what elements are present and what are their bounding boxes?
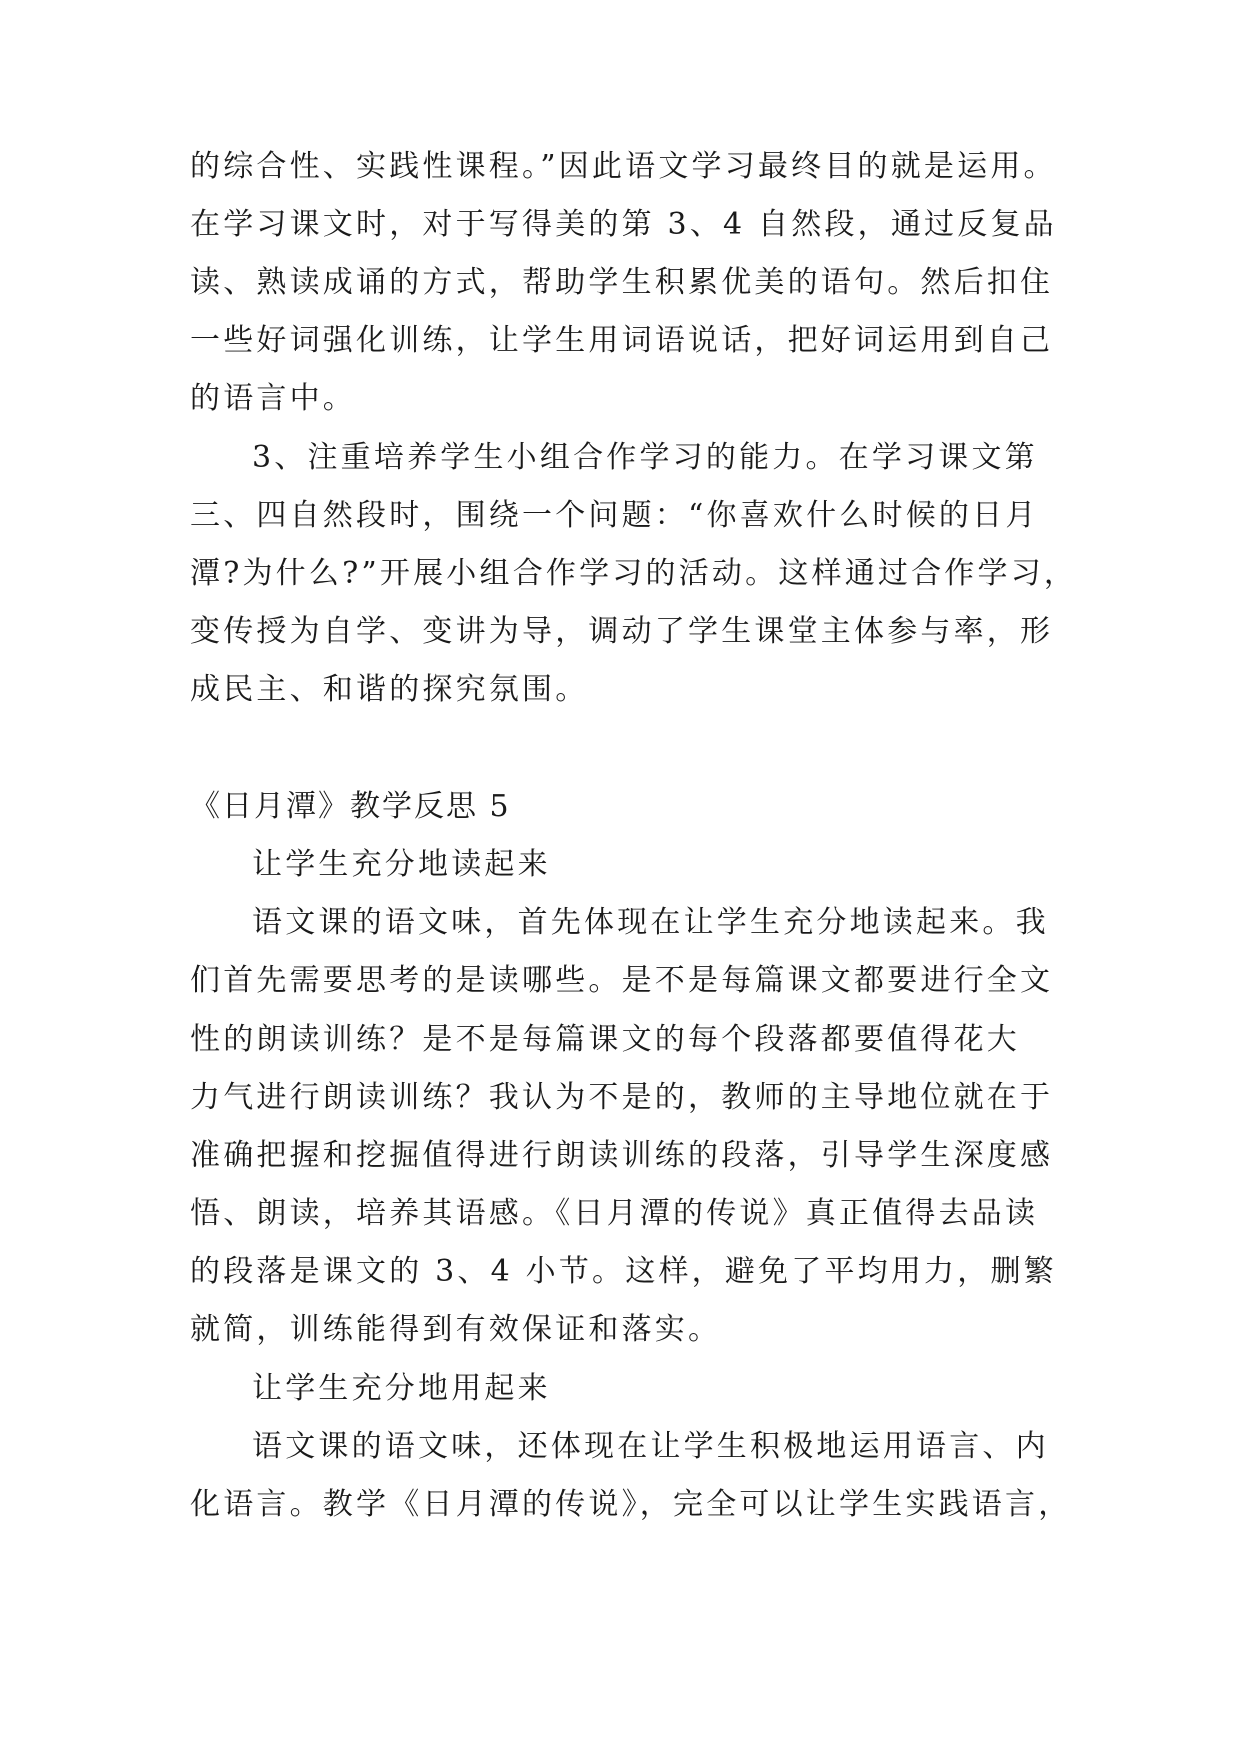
section-heading: 《日月潭》教学反思 5 (190, 789, 511, 824)
paragraph-line: 三、四自然段时，围绕一个问题：“你喜欢什么时候的日月 (190, 498, 1039, 533)
paragraph-line: 一些好词强化训练，让学生用词语说话，把好词运用到自己 (190, 323, 1054, 358)
paragraph-line: 们首先需要思考的是读哪些。是不是每篇课文都要进行全文 (190, 963, 1054, 998)
paragraph-line: 在学习课文时，对于写得美的第 3、4 自然段，通过反复品 (190, 207, 1057, 242)
paragraph-line: 的语言中。 (190, 381, 356, 416)
paragraph-line: 读、熟读成诵的方式，帮助学生积累优美的语句。然后扣住 (190, 265, 1054, 300)
paragraph-line: 的段落是课文的 3、4 小节。这样，避免了平均用力，删繁 (190, 1254, 1057, 1289)
subheading: 让学生充分地用起来 (252, 1371, 551, 1406)
paragraph-line: 力气进行朗读训练？我认为不是的，教师的主导地位就在于 (190, 1080, 1054, 1115)
paragraph-line: 就简，训练能得到有效保证和落实。 (190, 1312, 722, 1347)
paragraph-line: 准确把握和挖掘值得进行朗读训练的段落，引导学生深度感 (190, 1138, 1054, 1173)
paragraph-line: 化语言。教学《日月潭的传说》，完全可以让学生实践语言， (190, 1487, 1072, 1522)
paragraph-line: 语文课的语文味，还体现在让学生积极地运用语言、内 (252, 1429, 1049, 1464)
paragraph-line: 潭?为什么?”开展小组合作学习的活动。这样通过合作学习， (190, 556, 1078, 591)
subheading: 让学生充分地读起来 (252, 847, 551, 882)
paragraph-line: 3、注重培养学生小组合作学习的能力。在学习课文第 (252, 440, 1038, 475)
paragraph-line: 变传授为自学、变讲为导，调动了学生课堂主体参与率，形 (190, 614, 1054, 649)
paragraph-line: 性的朗读训练？是不是每篇课文的每个段落都要值得花大 (190, 1022, 1020, 1057)
paragraph-line: 悟、朗读，培养其语感。《日月潭的传说》真正值得去品读 (190, 1196, 1039, 1231)
paragraph-line: 成民主、和谐的探究氛围。 (190, 672, 589, 707)
paragraph-line: 的综合性、实践性课程。”因此语文学习最终目的就是运用。 (190, 149, 1057, 184)
paragraph-line: 语文课的语文味，首先体现在让学生充分地读起来。我 (252, 905, 1049, 940)
